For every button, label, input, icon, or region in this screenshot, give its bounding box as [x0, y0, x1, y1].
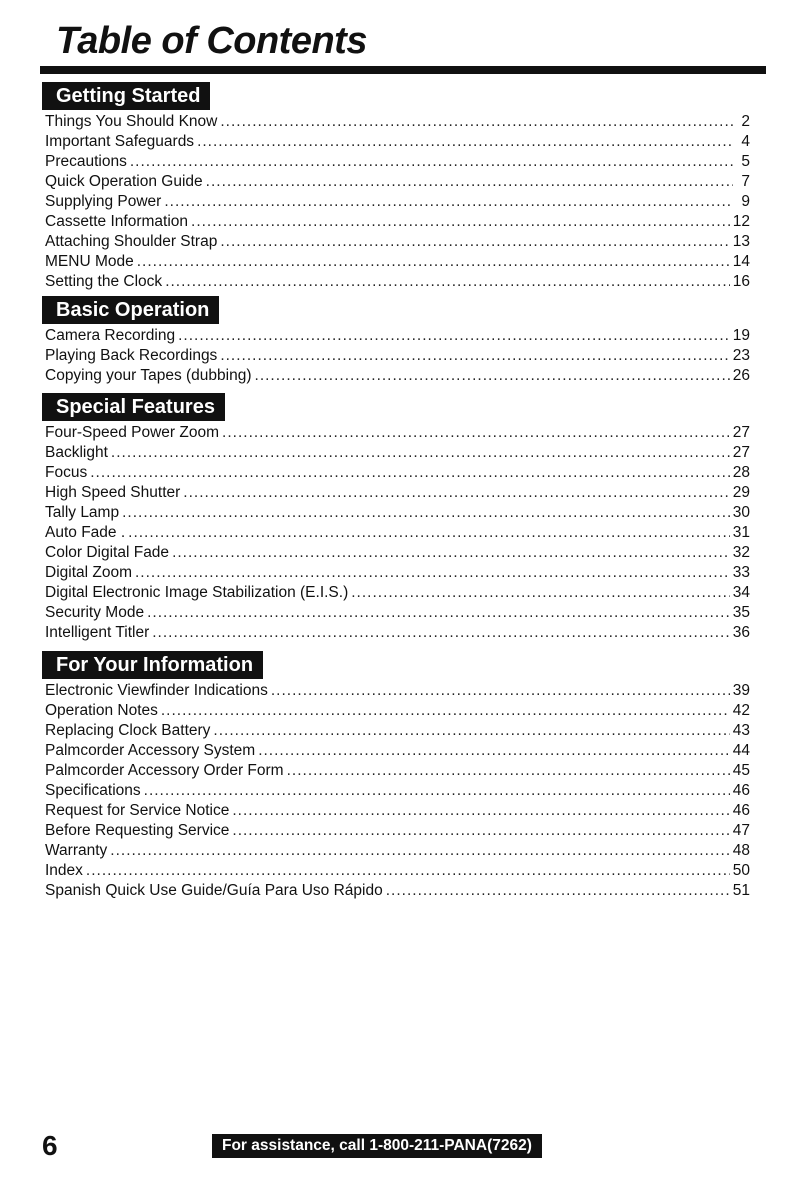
dot-leader	[122, 503, 730, 523]
toc-entry[interactable]	[40, 583, 752, 603]
toc-entry[interactable]	[40, 741, 752, 761]
section-getting-started	[40, 82, 752, 292]
entry-label: Attaching Shoulder Strap	[45, 233, 218, 250]
entry-label: Quick Operation Guide	[45, 173, 203, 190]
entry-page: 45	[732, 762, 750, 779]
page-number: 6	[42, 1130, 58, 1161]
entry-page: 19	[732, 327, 750, 344]
entry-label: Tally Lamp	[45, 504, 120, 521]
title-rule	[40, 66, 766, 74]
toc-entry[interactable]	[40, 172, 752, 192]
toc-entry[interactable]	[40, 801, 752, 821]
entry-page: 33	[732, 564, 750, 581]
entry-page: 4	[741, 133, 750, 150]
entry-page: 14	[732, 253, 750, 270]
dot-leader	[222, 423, 730, 443]
dot-leader	[130, 152, 733, 172]
toc-entry[interactable]	[40, 423, 752, 443]
dot-leader	[386, 881, 730, 901]
dot-leader	[111, 443, 730, 463]
toc-entry[interactable]	[40, 563, 752, 583]
dot-leader	[144, 781, 730, 801]
entry-label: Things You Should Know	[45, 113, 218, 130]
entry-page: 16	[732, 273, 750, 290]
dot-leader	[220, 232, 729, 252]
toc-entry[interactable]	[40, 366, 752, 386]
entry-label: Warranty	[45, 842, 108, 859]
toc-entry[interactable]	[40, 326, 752, 346]
entry-page: 26	[732, 367, 750, 384]
toc-entry[interactable]	[40, 761, 752, 781]
dot-leader	[128, 523, 730, 543]
assistance-banner: For assistance, call 1-800-211-PANA(7262)	[212, 1134, 542, 1158]
toc-entry[interactable]	[40, 523, 752, 543]
toc-entry[interactable]	[40, 881, 752, 901]
entry-label: Digital Zoom	[45, 564, 132, 581]
entry-page: 46	[732, 782, 750, 799]
section-special-features	[40, 393, 752, 643]
page-title: Table of Contents	[56, 20, 367, 62]
entry-page: 28	[732, 464, 750, 481]
toc-entry[interactable]	[40, 623, 752, 643]
entry-label: Auto Fade .	[45, 524, 126, 541]
dot-leader	[197, 132, 733, 152]
entry-label: Copying your Tapes (dubbing)	[45, 367, 252, 384]
entry-page: 29	[732, 484, 750, 501]
entry-label: Index	[45, 862, 83, 879]
entry-page: 2	[741, 113, 750, 130]
toc-entry[interactable]	[40, 483, 752, 503]
entry-page: 47	[732, 822, 750, 839]
entry-label: Palmcorder Accessory System	[45, 742, 256, 759]
toc-entry[interactable]	[40, 603, 752, 623]
section-heading: Basic Operation	[42, 296, 219, 324]
section-heading: For Your Information	[42, 651, 263, 679]
entry-page: 30	[732, 504, 750, 521]
entry-page: 31	[732, 524, 750, 541]
dot-leader	[287, 761, 730, 781]
entry-label: MENU Mode	[45, 253, 134, 270]
toc-entry[interactable]	[40, 132, 752, 152]
entry-page: 7	[741, 173, 750, 190]
entry-page: 51	[732, 882, 750, 899]
entry-page: 39	[732, 682, 750, 699]
entry-label: Intelligent Titler	[45, 624, 150, 641]
entry-page: 34	[732, 584, 750, 601]
dot-leader	[271, 681, 730, 701]
toc-entry[interactable]	[40, 112, 752, 132]
entry-label: Operation Notes	[45, 702, 158, 719]
toc-entry[interactable]	[40, 443, 752, 463]
entry-label: Specifications	[45, 782, 141, 799]
entry-label: Electronic Viewfinder Indications	[45, 682, 268, 699]
entry-label: Focus	[45, 464, 88, 481]
entry-label: Security Mode	[45, 604, 145, 621]
dot-leader	[220, 112, 733, 132]
dot-leader	[351, 583, 730, 603]
dot-leader	[164, 192, 733, 212]
dot-leader	[255, 366, 730, 386]
toc-entry[interactable]	[40, 721, 752, 741]
entry-page: 44	[732, 742, 750, 759]
entry-page: 12	[732, 213, 750, 230]
entry-label: Spanish Quick Use Guide/Guía Para Uso Rápido	[45, 882, 383, 899]
dot-leader	[110, 841, 729, 861]
dot-leader	[206, 172, 733, 192]
section-heading: Getting Started	[42, 82, 210, 110]
entry-label: Replacing Clock Battery	[45, 722, 211, 739]
toc-entry[interactable]	[40, 821, 752, 841]
entry-page: 32	[732, 544, 750, 561]
entry-page: 46	[732, 802, 750, 819]
section-for-your-information	[40, 651, 752, 901]
entry-page: 27	[732, 444, 750, 461]
entry-page: 13	[732, 233, 750, 250]
toc-entry[interactable]	[40, 861, 752, 881]
toc-entry[interactable]	[40, 781, 752, 801]
toc-entry[interactable]	[40, 346, 752, 366]
entry-label: Palmcorder Accessory Order Form	[45, 762, 284, 779]
dot-leader	[172, 543, 730, 563]
dot-leader	[86, 861, 730, 881]
dot-leader	[152, 623, 730, 643]
entry-label: Camera Recording	[45, 327, 176, 344]
toc-entry[interactable]	[40, 701, 752, 721]
entry-page: 48	[732, 842, 750, 859]
toc-entry[interactable]	[40, 681, 752, 701]
dot-leader	[258, 741, 730, 761]
entry-label: Setting the Clock	[45, 273, 163, 290]
entry-label: High Speed Shutter	[45, 484, 181, 501]
entry-page: 23	[732, 347, 750, 364]
entry-page: 50	[732, 862, 750, 879]
entry-page: 43	[732, 722, 750, 739]
entry-label: Request for Service Notice	[45, 802, 230, 819]
dot-leader	[90, 463, 730, 483]
entry-label: Backlight	[45, 444, 108, 461]
dot-leader	[137, 252, 730, 272]
toc-entry[interactable]	[40, 232, 752, 252]
toc-entry[interactable]	[40, 192, 752, 212]
entry-label: Digital Electronic Image Stabilization (E.I.S.)	[45, 584, 349, 601]
toc-entry[interactable]	[40, 272, 752, 292]
toc-entry[interactable]	[40, 503, 752, 523]
dot-leader	[183, 483, 729, 503]
dot-leader	[161, 701, 730, 721]
dot-leader	[178, 326, 730, 346]
dot-leader	[165, 272, 730, 292]
toc-entry[interactable]	[40, 543, 752, 563]
toc-entry[interactable]	[40, 212, 752, 232]
entry-page: 35	[732, 604, 750, 621]
toc-entry[interactable]	[40, 841, 752, 861]
dot-leader	[220, 346, 729, 366]
entry-page: 5	[741, 153, 750, 170]
entry-page: 9	[741, 193, 750, 210]
toc-entry[interactable]	[40, 152, 752, 172]
entry-page: 42	[732, 702, 750, 719]
entry-label: Before Requesting Service	[45, 822, 230, 839]
dot-leader	[135, 563, 730, 583]
entry-label: Supplying Power	[45, 193, 162, 210]
section-heading: Special Features	[42, 393, 225, 421]
dot-leader	[232, 821, 729, 841]
entry-label: Playing Back Recordings	[45, 347, 218, 364]
toc-entry[interactable]	[40, 463, 752, 483]
section-basic-operation	[40, 296, 752, 386]
entry-label: Important Safeguards	[45, 133, 195, 150]
entry-page: 27	[732, 424, 750, 441]
dot-leader	[147, 603, 730, 623]
dot-leader	[191, 212, 730, 232]
dot-leader	[213, 721, 729, 741]
entry-label: Precautions	[45, 153, 127, 170]
entry-page: 36	[732, 624, 750, 641]
toc-entry[interactable]	[40, 252, 752, 272]
entry-label: Color Digital Fade	[45, 544, 170, 561]
entry-label: Cassette Information	[45, 213, 189, 230]
dot-leader	[232, 801, 729, 821]
entry-label: Four-Speed Power Zoom	[45, 424, 220, 441]
